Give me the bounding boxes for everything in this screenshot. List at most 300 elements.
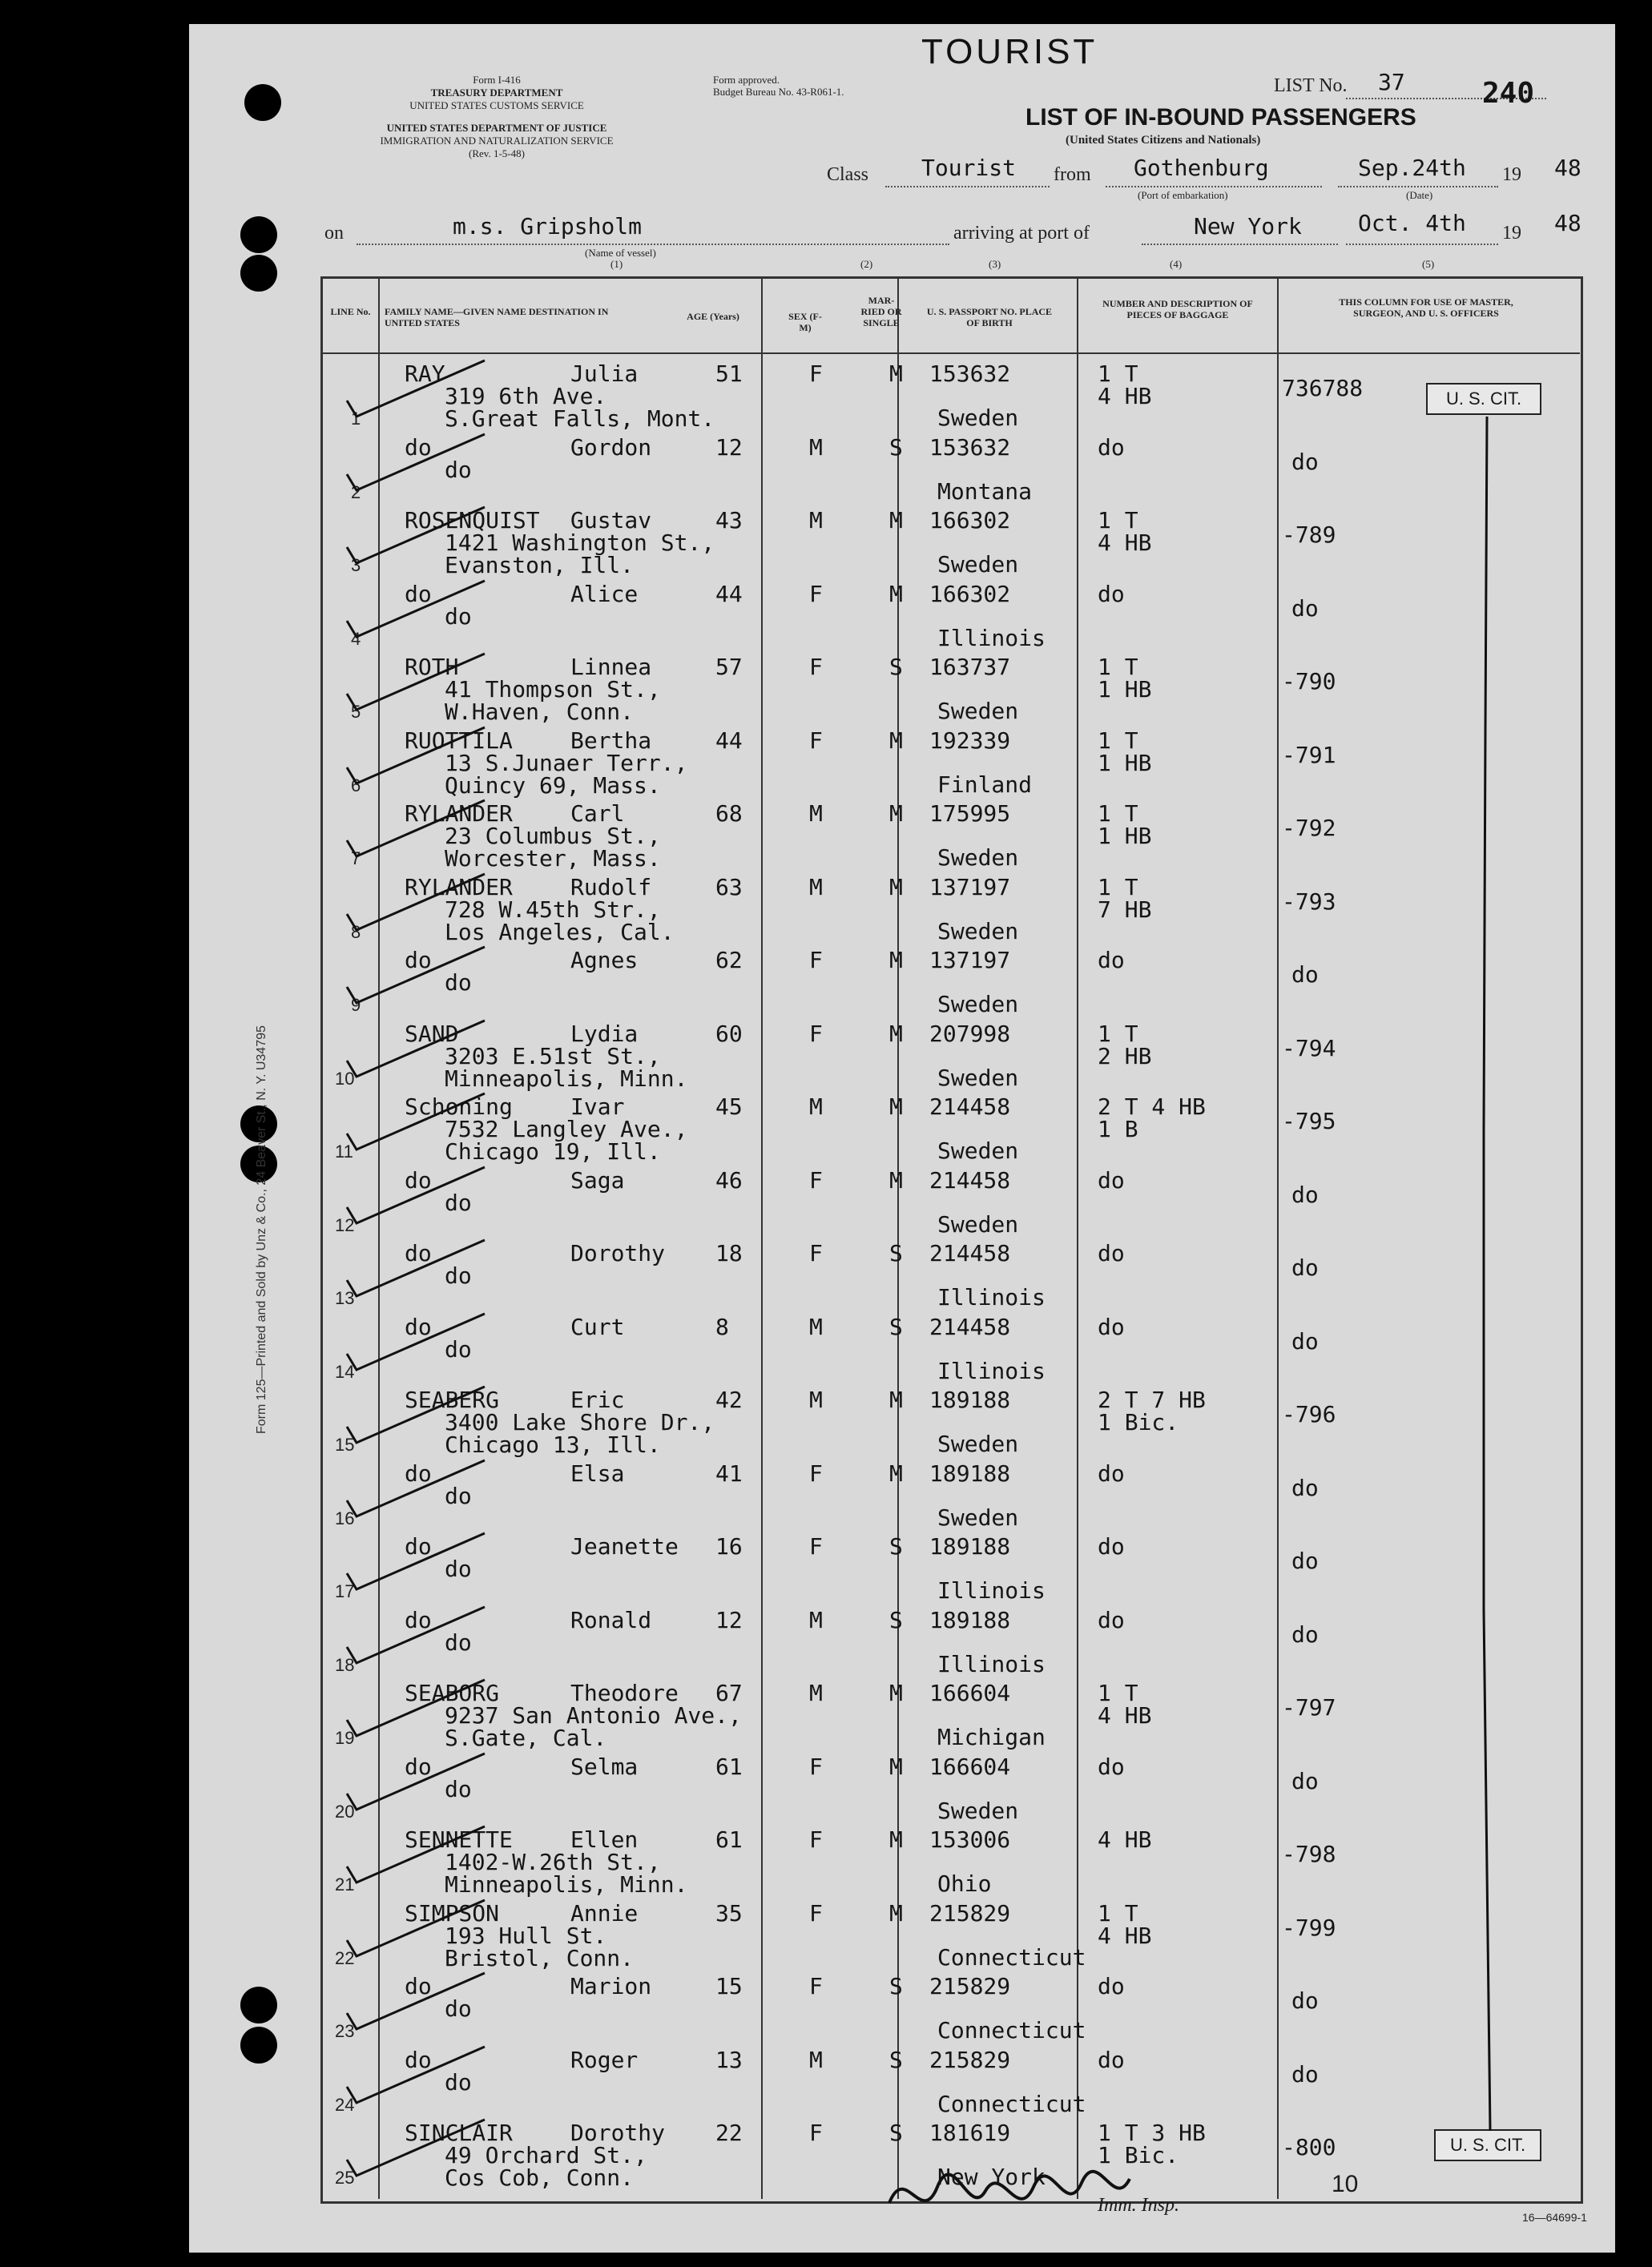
officer-notation: -794: [1282, 1034, 1336, 1061]
place-of-birth: Michigan: [937, 1724, 1046, 1750]
col-married: MAR- RIED OR SINGLE: [860, 295, 902, 328]
check-mark: [340, 356, 493, 421]
sex: F: [809, 1533, 823, 1560]
given-name: Marion: [570, 1973, 652, 1999]
passport-number: 215829: [929, 2046, 1011, 2073]
line-number: 15: [335, 1435, 355, 1455]
given-name: Carl: [570, 800, 625, 827]
punch-hole: [240, 216, 277, 253]
sex: F: [809, 1973, 823, 1999]
passport-number: 189188: [929, 1533, 1011, 1560]
address-line-2: Chicago 19, Ill.: [445, 1138, 661, 1165]
age: 57: [715, 654, 743, 680]
age: 15: [715, 1973, 743, 1999]
check-mark: [340, 2116, 493, 2180]
passport-number: 215829: [929, 1973, 1011, 1999]
document-title: LIST OF IN-BOUND PASSENGERS: [1025, 104, 1416, 131]
line-number: 8: [351, 921, 361, 942]
inspector-note: Imm. Insp.: [1098, 2195, 1179, 2216]
check-mark: [340, 1603, 493, 1667]
place-of-birth: Sweden: [937, 844, 1019, 871]
address-line-2: Minneapolis, Minn.: [445, 1871, 688, 1898]
line-number: 11: [335, 1142, 353, 1162]
sex: M: [809, 1093, 823, 1120]
check-mark: [340, 1163, 493, 1227]
passport-number: 166302: [929, 580, 1011, 607]
baggage-line-1: do: [1098, 1606, 1125, 1633]
passport-number: 207998: [929, 1020, 1011, 1047]
passport-number: 137197: [929, 947, 1011, 973]
baggage-line-1: do: [1098, 580, 1125, 607]
given-name: Bertha: [570, 727, 652, 754]
marital-status: M: [889, 580, 903, 607]
family-name: do: [405, 1606, 432, 1633]
sex: F: [809, 2120, 823, 2146]
marital-status: S: [889, 1313, 903, 1340]
given-name: Rudolf: [570, 873, 652, 900]
age: 51: [715, 360, 743, 387]
sex: F: [809, 1826, 823, 1853]
address-line-2: S.Gate, Cal.: [445, 1725, 607, 1751]
age: 67: [715, 1680, 743, 1706]
place-of-birth: Sweden: [937, 1138, 1019, 1164]
place-of-birth: Sweden: [937, 698, 1019, 724]
marital-status: M: [889, 1753, 903, 1780]
address-line-1: 193 Hull St.: [445, 1922, 607, 1949]
address-line-1: do: [445, 969, 472, 996]
sex: F: [809, 1020, 823, 1047]
officer-notation: do: [1291, 1548, 1319, 1574]
arrival-year: 48: [1554, 210, 1581, 236]
officer-notation: do: [1291, 2060, 1319, 2088]
vessel-name: m.s. Gripsholm: [453, 213, 643, 240]
baggage-line-1: 1 T: [1098, 1020, 1138, 1047]
given-name: Saga: [570, 1166, 625, 1194]
baggage-line-1: do: [1098, 1533, 1125, 1560]
baggage-line-2: 1 HB: [1098, 676, 1152, 703]
place-of-birth: Connecticut: [937, 2090, 1086, 2117]
col-num-3: (3): [989, 258, 1001, 270]
officer-notation: -796: [1282, 1401, 1336, 1427]
place-of-birth: Sweden: [937, 917, 1019, 944]
line-number: 7: [351, 848, 361, 868]
citizen-bracket-line: [1442, 409, 1506, 2171]
place-of-birth: Sweden: [937, 1431, 1019, 1457]
officer-notation: 736788: [1282, 375, 1364, 401]
given-name: Ivar: [570, 1093, 625, 1120]
officer-notation: -791: [1282, 741, 1336, 768]
address-line-1: 13 S.Junaer Terr.,: [445, 749, 688, 776]
given-name: Agnes: [570, 947, 639, 973]
family-name: RYLANDER: [405, 800, 513, 827]
check-mark: [340, 503, 493, 567]
place-of-birth: Illinois: [937, 624, 1046, 651]
address-line-2: Quincy 69, Mass.: [445, 771, 661, 799]
sex: F: [809, 1460, 823, 1487]
given-name: Julia: [570, 360, 639, 387]
check-mark: [340, 577, 493, 641]
age: 61: [715, 1753, 743, 1780]
place-of-birth: Sweden: [937, 1210, 1019, 1238]
col-sex: SEX (F-M): [788, 311, 822, 333]
officer-notation: -793: [1282, 888, 1336, 915]
document-subtitle: (United States Citizens and Nationals): [1066, 134, 1261, 147]
embarkation-year: 48: [1554, 155, 1581, 181]
baggage-line-2: 7 HB: [1098, 896, 1152, 923]
budget-bureau: Budget Bureau No. 43-R061-1.: [713, 86, 844, 98]
family-name: do: [405, 1753, 432, 1780]
sex: F: [809, 360, 823, 387]
sex: M: [809, 873, 823, 900]
date-label: (Date): [1406, 189, 1433, 201]
sex: F: [809, 947, 823, 973]
check-mark: [340, 1750, 493, 1814]
family-name: do: [405, 580, 432, 607]
age: 60: [715, 1020, 743, 1047]
address-line-1: do: [445, 2068, 472, 2096]
baggage-line-2: 1 HB: [1098, 823, 1152, 849]
family-name: do: [405, 1313, 432, 1340]
line-number: 19: [335, 1728, 355, 1748]
baggage-line-1: 2 T 7 HB: [1098, 1387, 1206, 1413]
line-number: 17: [335, 1581, 355, 1601]
baggage-line-1: 2 T 4 HB: [1098, 1093, 1206, 1120]
dept-justice: UNITED STATES DEPARTMENT OF JUSTICE: [386, 122, 607, 134]
passport-number: 214458: [929, 1093, 1011, 1120]
tourist-stamp: TOURIST: [921, 32, 1098, 71]
marital-status: M: [889, 1899, 903, 1927]
sex: M: [809, 433, 823, 461]
marital-status: S: [889, 1533, 903, 1560]
col-officers: THIS COLUMN FOR USE OF MASTER, SURGEON, AND U. S. OFFICERS: [1339, 296, 1513, 319]
line-number: 5: [351, 702, 361, 722]
officer-notation: do: [1291, 1181, 1319, 1208]
age: 43: [715, 507, 743, 534]
family-name: do: [405, 1973, 432, 1999]
list-no-label: LIST No.: [1274, 75, 1348, 96]
age: 45: [715, 1093, 743, 1120]
place-of-birth: Finland: [937, 771, 1033, 798]
baggage-line-1: 4 HB: [1098, 1826, 1152, 1853]
family-name: do: [405, 2046, 432, 2073]
from-label: from: [1054, 164, 1091, 185]
place-of-birth: Montana: [937, 477, 1033, 505]
baggage-line-1: do: [1098, 433, 1125, 461]
form-number: Form I-416: [473, 74, 521, 86]
us-citizen-stamp-bottom: U. S. CIT.: [1434, 2129, 1541, 2161]
address-line-2: Minneapolis, Minn.: [445, 1065, 688, 1092]
baggage-line-1: 1 T: [1098, 873, 1138, 900]
given-name: Lydia: [570, 1020, 639, 1047]
given-name: Annie: [570, 1899, 639, 1927]
family-name: do: [405, 433, 432, 461]
passport-number: 153006: [929, 1826, 1011, 1853]
passport-number: 153632: [929, 433, 1011, 461]
check-mark: [340, 650, 493, 714]
baggage-line-2: 4 HB: [1098, 1702, 1152, 1729]
on-label: on: [324, 223, 344, 244]
passport-number: 214458: [929, 1313, 1011, 1340]
baggage-line-2: 4 HB: [1098, 530, 1152, 556]
place-of-birth: Illinois: [937, 1357, 1046, 1384]
family-name: SAND: [405, 1020, 459, 1047]
officer-notation: do: [1291, 961, 1319, 988]
address-line-1: do: [445, 1482, 472, 1509]
place-of-birth: Illinois: [937, 1284, 1046, 1311]
age: 44: [715, 580, 743, 607]
marital-status: M: [889, 1460, 903, 1487]
given-name: Elsa: [570, 1460, 625, 1487]
sex: M: [809, 1606, 823, 1633]
officer-notation: -797: [1282, 1694, 1336, 1721]
address-line-1: do: [445, 456, 472, 483]
baggage-line-1: do: [1098, 2046, 1125, 2073]
line-number: 10: [335, 1068, 355, 1089]
address-line-1: 1421 Washington St.,: [445, 530, 715, 556]
given-name: Gustav: [570, 507, 652, 534]
marital-status: M: [889, 1166, 903, 1194]
family-name: ROTH: [405, 654, 459, 680]
marital-status: M: [889, 507, 903, 534]
passport-number: 214458: [929, 1166, 1011, 1194]
marital-status: S: [889, 1973, 903, 1999]
marital-status: M: [889, 1093, 903, 1120]
check-mark: [340, 2043, 493, 2107]
age: 16: [715, 1533, 743, 1560]
passport-number: 189188: [929, 1387, 1011, 1413]
passport-number: 153632: [929, 360, 1011, 387]
age: 46: [715, 1166, 743, 1194]
punch-hole: [240, 255, 277, 292]
age: 12: [715, 1606, 743, 1633]
col-name: FAMILY NAME—GIVEN NAME DESTINATION IN UNITED STATES: [385, 306, 609, 328]
address-line-1: 3400 Lake Shore Dr.,: [445, 1409, 715, 1435]
age: 18: [715, 1240, 743, 1266]
line-number: 23: [335, 2021, 355, 2041]
address-line-2: S.Great Falls, Mont.: [445, 405, 715, 432]
address-line-1: do: [445, 1189, 472, 1216]
col-num-5: (5): [1422, 258, 1435, 270]
place-of-birth: Sweden: [937, 1504, 1019, 1531]
baggage-line-1: 1 T: [1098, 800, 1138, 827]
passport-number: 175995: [929, 800, 1011, 827]
officer-notation: -799: [1282, 1914, 1336, 1941]
punch-hole: [240, 2027, 277, 2064]
baggage-line-2: 1 Bic.: [1098, 1409, 1179, 1435]
baggage-line-2: 1 Bic.: [1098, 2142, 1179, 2168]
baggage-line-1: do: [1098, 1166, 1125, 1194]
marital-status: S: [889, 2120, 903, 2146]
punch-hole: [240, 1987, 277, 2023]
year-prefix-1: 19: [1502, 164, 1521, 185]
place-of-birth: Connecticut: [937, 2017, 1086, 2044]
family-name: SINCLAIR: [405, 2120, 513, 2146]
officer-notation: -795: [1282, 1108, 1336, 1134]
address-line-1: 728 W.45th Str.,: [445, 896, 661, 923]
sex: M: [809, 800, 823, 827]
line-number: 14: [335, 1361, 355, 1382]
address-line-1: 49 Orchard St.,: [445, 2142, 647, 2168]
passport-number: 137197: [929, 873, 1011, 900]
age: 42: [715, 1387, 743, 1413]
sex: F: [809, 1240, 823, 1266]
marital-status: M: [889, 727, 903, 754]
vessel-label: (Name of vessel): [585, 247, 656, 259]
dept-treasury: TREASURY DEPARTMENT: [430, 87, 563, 99]
address-line-1: do: [445, 1775, 472, 1802]
passport-number: 189188: [929, 1606, 1011, 1633]
punch-hole: [244, 84, 281, 121]
address-line-1: 1402-W.26th St.,: [445, 1849, 661, 1875]
check-mark: [340, 1896, 493, 1960]
given-name: Gordon: [570, 433, 652, 461]
marital-status: M: [889, 1826, 903, 1853]
col-line-no: LINE No.: [330, 306, 371, 317]
passport-number: 192339: [929, 727, 1011, 754]
officer-notation: -789: [1282, 521, 1336, 548]
baggage-line-1: do: [1098, 947, 1125, 973]
marital-status: M: [889, 1020, 903, 1047]
class-value: Tourist: [921, 155, 1017, 181]
given-name: Ronald: [570, 1606, 652, 1633]
check-mark: [340, 1310, 493, 1374]
line-number: 12: [335, 1214, 355, 1235]
place-of-birth: Sweden: [937, 991, 1019, 1017]
col-num-4: (4): [1170, 258, 1183, 270]
sex: F: [809, 1166, 823, 1194]
class-label: Class: [827, 164, 869, 185]
line-number: 25: [335, 2168, 355, 2188]
age: 35: [715, 1899, 743, 1927]
officer-notation: -800: [1282, 2134, 1336, 2160]
baggage-line-1: do: [1098, 1753, 1125, 1780]
line-number: 1: [351, 409, 361, 429]
line-number: 16: [335, 1508, 355, 1528]
us-citizen-stamp-top: U. S. CIT.: [1426, 383, 1541, 415]
baggage-line-1: 1 T: [1098, 360, 1138, 387]
marital-status: M: [889, 873, 903, 900]
col-baggage: NUMBER AND DESCRIPTION OF PIECES OF BAGGAGE: [1102, 298, 1253, 320]
passport-number: 215829: [929, 1899, 1011, 1927]
sex: F: [809, 654, 823, 680]
address-line-1: 3203 E.51st St.,: [445, 1042, 661, 1069]
sex: M: [809, 1680, 823, 1706]
sex: F: [809, 727, 823, 754]
check-mark: [340, 1822, 493, 1886]
baggage-line-1: 1 T: [1098, 1680, 1138, 1706]
line-number: 20: [335, 1801, 355, 1822]
form-approved: Form approved.: [713, 74, 780, 86]
age: 44: [715, 727, 743, 754]
sex: F: [809, 1899, 823, 1927]
address-line-2: Worcester, Mass.: [445, 845, 661, 872]
family-name: Schoning: [405, 1093, 513, 1120]
page-number: 240: [1482, 77, 1535, 110]
baggage-line-2: 2 HB: [1098, 1042, 1152, 1069]
family-name: do: [405, 947, 432, 973]
baggage-line-1: do: [1098, 1973, 1125, 1999]
arrival-port: New York: [1194, 213, 1302, 240]
passport-number: 166604: [929, 1753, 1011, 1780]
given-name: Linnea: [570, 654, 652, 680]
address-line-2: Chicago 13, Ill.: [445, 1431, 661, 1458]
check-mark: [340, 1089, 493, 1154]
age: 61: [715, 1826, 743, 1853]
form-code: 16—64699-1: [1522, 2211, 1587, 2224]
baggage-line-1: do: [1098, 1313, 1125, 1340]
sex: M: [809, 1313, 823, 1340]
address-line-1: 9237 San Antonio Ave.,: [445, 1702, 742, 1729]
address-line-1: do: [445, 1629, 472, 1656]
year-prefix-2: 19: [1502, 223, 1521, 244]
marital-status: M: [889, 947, 903, 973]
line-number: 4: [351, 628, 361, 649]
line-number: 18: [335, 1654, 355, 1675]
address-line-1: 23 Columbus St.,: [445, 823, 661, 849]
marital-status: M: [889, 800, 903, 827]
age: 41: [715, 1460, 743, 1487]
given-name: Ellen: [570, 1826, 639, 1853]
marital-status: S: [889, 2046, 903, 2073]
address-line-1: do: [445, 1995, 472, 2022]
check-mark: [340, 870, 493, 934]
sex: F: [809, 580, 823, 607]
baggage-line-1: do: [1098, 1240, 1125, 1266]
dept-immigration: IMMIGRATION AND NATURALIZATION SERVICE: [380, 135, 614, 147]
address-line-1: do: [445, 1556, 472, 1582]
check-mark: [340, 796, 493, 860]
passport-number: 166302: [929, 507, 1011, 534]
age: 12: [715, 433, 743, 461]
check-mark: [340, 1456, 493, 1520]
check-mark: [340, 1529, 493, 1593]
sex: M: [809, 2046, 823, 2073]
line-number: 22: [335, 1947, 355, 1968]
officer-notation: -798: [1282, 1841, 1336, 1867]
address-line-1: do: [445, 602, 472, 630]
sex: M: [809, 1387, 823, 1413]
officer-notation: do: [1291, 1621, 1319, 1648]
officer-notation: do: [1291, 1987, 1319, 2014]
address-line-2: Bristol, Conn.: [445, 1944, 635, 1971]
address-line-1: do: [445, 1262, 472, 1289]
officer-notation: do: [1291, 1327, 1319, 1355]
given-name: Curt: [570, 1313, 625, 1340]
age: 8: [715, 1313, 729, 1340]
age: 68: [715, 800, 743, 827]
given-name: Selma: [570, 1753, 639, 1780]
officer-notation: do: [1291, 448, 1319, 475]
check-mark: [340, 430, 493, 494]
col-num-1: (1): [610, 258, 623, 270]
arriving-label: arriving at port of: [953, 223, 1090, 244]
check-mark: [340, 1969, 493, 2033]
place-of-birth: Sweden: [937, 1797, 1019, 1824]
passport-number: 189188: [929, 1460, 1011, 1487]
given-name: Eric: [570, 1387, 625, 1413]
address-line-1: 319 6th Ave.: [445, 383, 607, 409]
address-line-2: Los Angeles, Cal.: [445, 918, 675, 945]
col-passport: U. S. PASSPORT NO. PLACE OF BIRTH: [926, 306, 1053, 328]
baggage-line-1: do: [1098, 1460, 1125, 1487]
marital-status: M: [889, 1680, 903, 1706]
col-num-2: (2): [860, 258, 873, 270]
baggage-line-2: 1 HB: [1098, 749, 1152, 776]
place-of-birth: Sweden: [937, 405, 1019, 431]
marital-status: S: [889, 1240, 903, 1266]
baggage-line-2: 4 HB: [1098, 383, 1152, 409]
age: 63: [715, 873, 743, 900]
